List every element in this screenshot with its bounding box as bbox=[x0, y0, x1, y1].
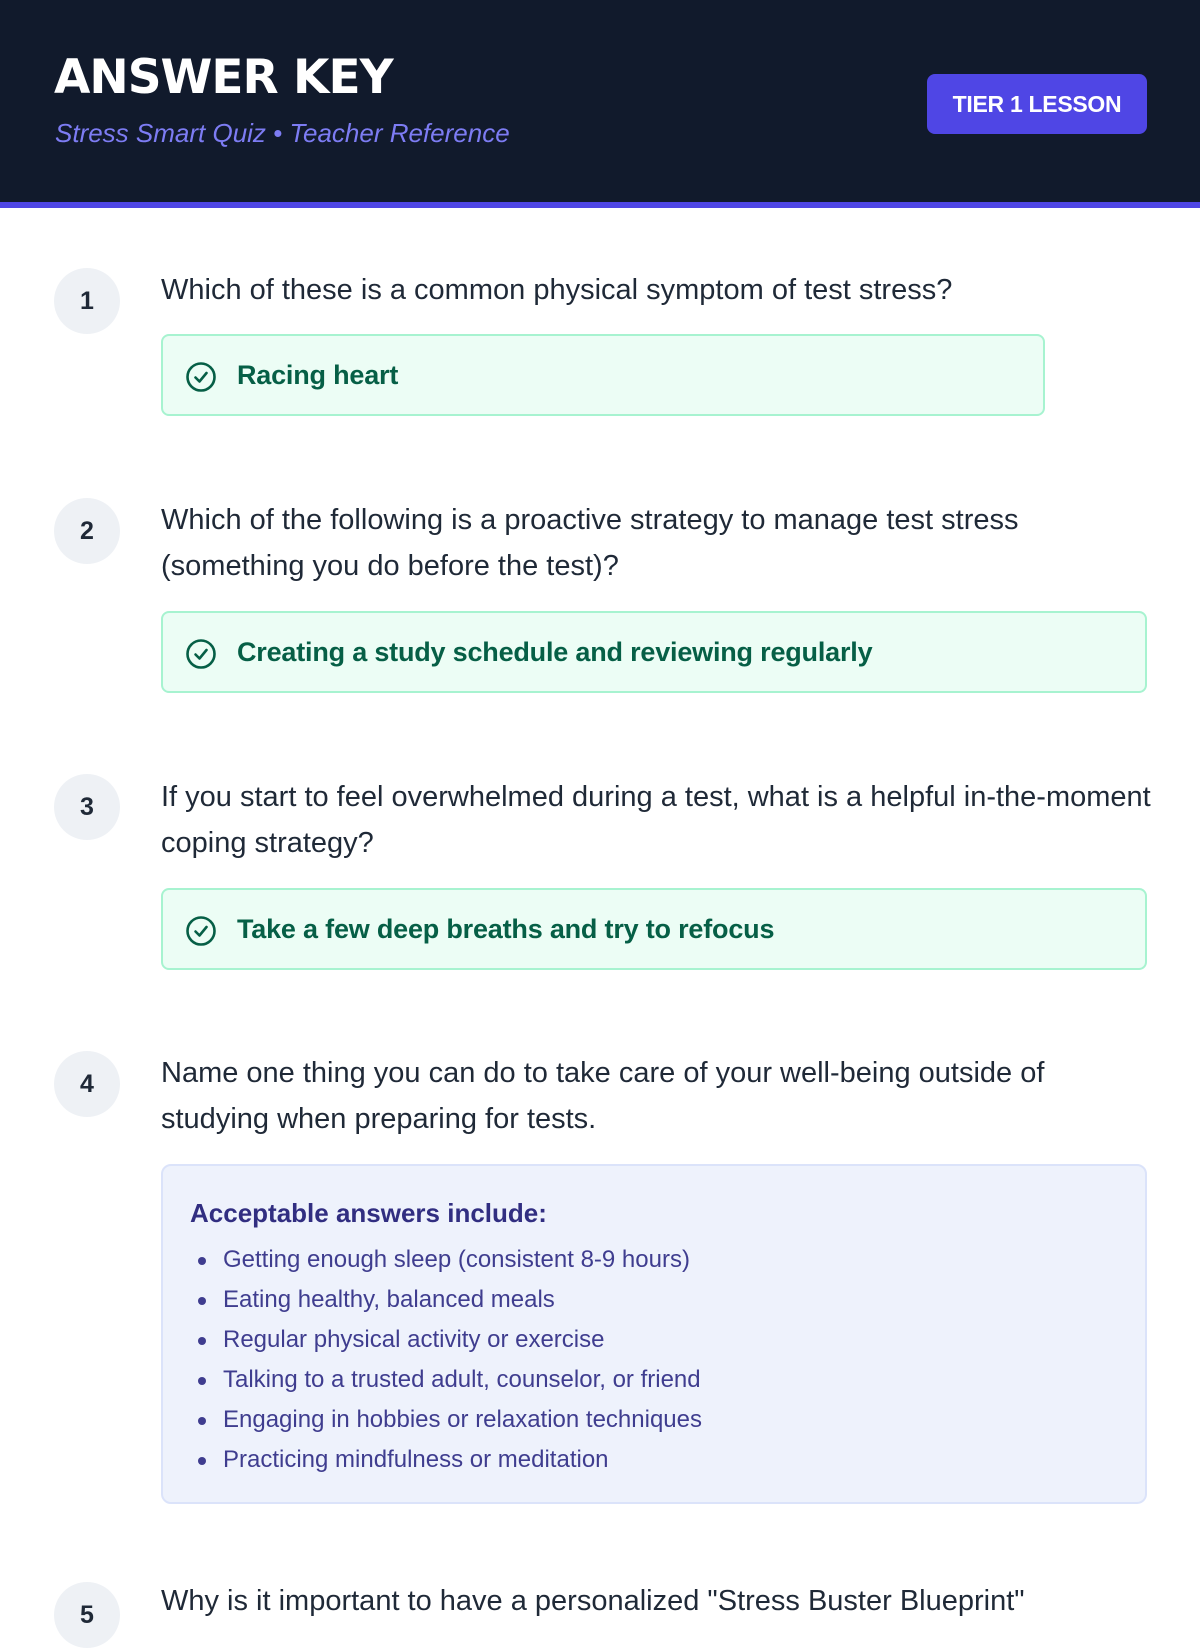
check-circle-icon bbox=[185, 361, 217, 393]
acceptable-answers-box bbox=[161, 1164, 1147, 1504]
check-circle-icon bbox=[185, 638, 217, 670]
list-item: Getting enough sleep (consistent 8-9 hours) bbox=[190, 1240, 702, 1280]
question-number-4: 4 bbox=[54, 1051, 120, 1117]
list-item: Regular physical activity or exercise bbox=[190, 1320, 702, 1360]
question-number-2: 2 bbox=[54, 498, 120, 564]
bullet-icon bbox=[198, 1457, 206, 1465]
list-item: Talking to a trusted adult, counselor, or friend bbox=[190, 1360, 702, 1400]
check-circle-icon bbox=[185, 915, 217, 947]
tier-badge: TIER 1 LESSON bbox=[927, 74, 1147, 134]
answer-box-1 bbox=[161, 334, 1045, 416]
question-text-1: Which of these is a common physical symptom of test stress? bbox=[161, 274, 953, 306]
question-text-5: Why is it important to have a personalized "Stress Buster Blueprint" bbox=[161, 1585, 1025, 1617]
answer-box-2 bbox=[161, 611, 1147, 693]
page-title: ANSWER KEY bbox=[54, 50, 393, 105]
list-item: Eating healthy, balanced meals bbox=[190, 1280, 702, 1320]
question-text-2: Which of the following is a proactive strategy to manage test stress (something you do before the test)? bbox=[161, 504, 1019, 582]
question-number-3: 3 bbox=[54, 774, 120, 840]
answer-text-3: Take a few deep breaths and try to refocus bbox=[237, 913, 775, 944]
list-item: Practicing mindfulness or meditation bbox=[190, 1440, 702, 1480]
question-number-5: 5 bbox=[54, 1582, 120, 1648]
list-item: Engaging in hobbies or relaxation techniques bbox=[190, 1400, 702, 1440]
answer-box-3 bbox=[161, 888, 1147, 970]
page-subtitle: Stress Smart Quiz • Teacher Reference bbox=[55, 118, 510, 148]
bullet-icon bbox=[198, 1297, 206, 1305]
bullet-icon bbox=[198, 1417, 206, 1425]
bullet-icon bbox=[198, 1257, 206, 1265]
question-number-1: 1 bbox=[54, 268, 120, 334]
question-text-3: If you start to feel overwhelmed during a test, what is a helpful in-the-moment coping strategy? bbox=[161, 781, 1151, 859]
bullet-icon bbox=[198, 1377, 206, 1385]
acceptable-answers-heading: Acceptable answers include: bbox=[190, 1198, 547, 1228]
answer-text-1: Racing heart bbox=[237, 359, 399, 390]
page-header bbox=[0, 0, 1200, 208]
question-text-4: Name one thing you can do to take care of your well-being outside of studying when preparing for tests. bbox=[161, 1057, 1045, 1135]
answer-text-2: Creating a study schedule and reviewing regularly bbox=[237, 636, 873, 667]
acceptable-answers-list bbox=[190, 1240, 702, 1480]
bullet-icon bbox=[198, 1337, 206, 1345]
